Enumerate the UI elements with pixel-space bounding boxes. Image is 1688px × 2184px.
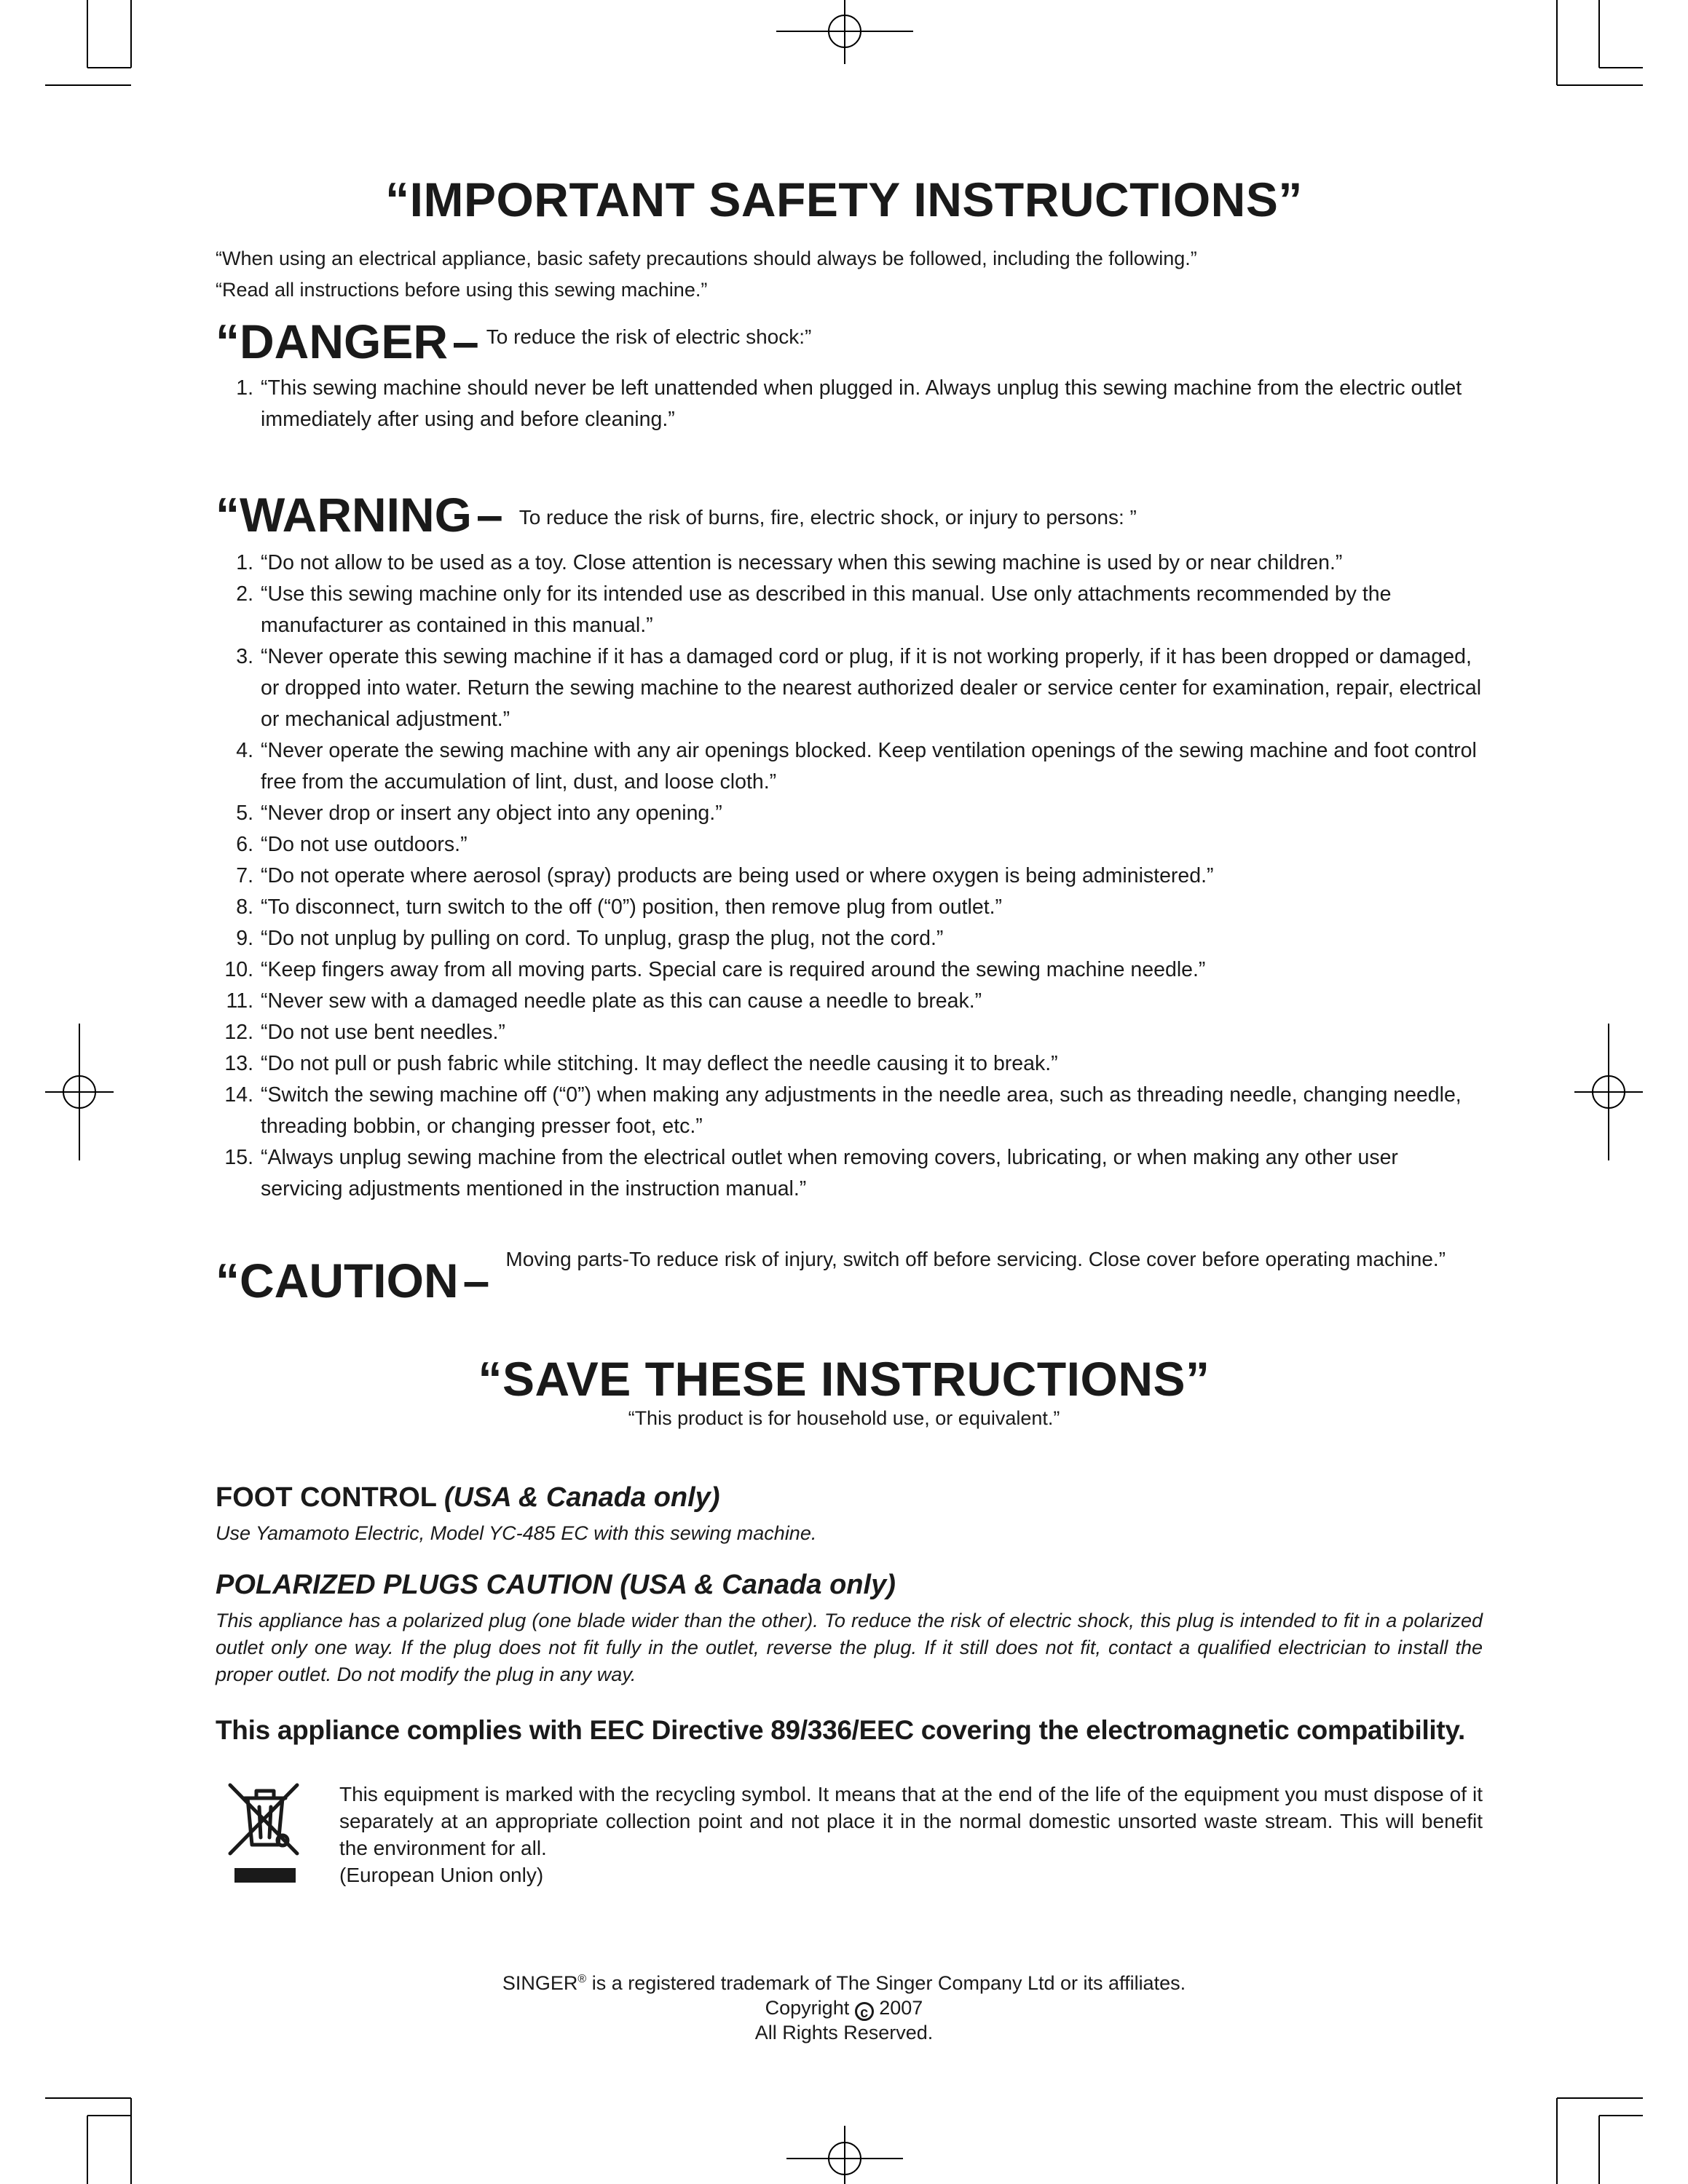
danger-list — [216, 373, 1483, 435]
list-item — [216, 1142, 1483, 1205]
crop-mark-top-right — [1557, 0, 1643, 85]
intro-line: “When using an electrical appliance, basic safety precautions should always be followed, including the following.” — [216, 248, 1197, 269]
danger-dash: – — [452, 314, 479, 368]
item-text: “Never drop or insert any object into any opening.” — [261, 802, 722, 825]
item-text: “Do not unplug by pulling on cord. To unplug, grasp the plug, not the cord.” — [261, 927, 944, 950]
item-number: 15. — [224, 1146, 253, 1169]
list-item — [216, 860, 1483, 892]
foot-control-region: (USA & Canada only) — [443, 1482, 720, 1513]
item-text: “This sewing machine should never be left unattended when plugged in. Always unplug this sewing machine from the electric outlet immediately after using and before cleaning.” — [261, 376, 1462, 431]
registration-mark-right — [1574, 1024, 1643, 1160]
item-text: “Always unplug sewing machine from the electrical outlet when removing covers, lubricating, or when making any other user servicing adjustments mentioned in the instruction manual.” — [261, 1146, 1398, 1200]
warning-heading — [216, 488, 1137, 542]
item-text: “Keep fingers away from all moving parts. Special care is required around the sewing machine needle.” — [261, 958, 1206, 981]
caution-heading — [216, 1246, 1483, 1305]
trademark-brand: SINGER — [502, 1972, 578, 1994]
item-text: “Do not use outdoors.” — [261, 833, 468, 856]
save-subtitle: “This product is for household use, or equivalent.” — [628, 1407, 1060, 1429]
item-number: 2. — [236, 582, 253, 606]
warning-label: “WARNING — [216, 488, 472, 542]
item-number: 11. — [226, 989, 253, 1013]
page-title: “IMPORTANT SAFETY INSTRUCTIONS” — [385, 173, 1303, 226]
crop-mark-bottom-right — [1557, 2098, 1643, 2184]
item-number: 10. — [224, 958, 253, 981]
warning-list — [216, 547, 1483, 1205]
item-number: 5. — [236, 802, 253, 825]
item-number: 1. — [236, 376, 253, 400]
polarized-text: This appliance has a polarized plug (one blade wider than the other). To reduce the risk of electric shock, this plug is intended to fit in a polarized outlet only one way. If the plug does not fit fully in the outlet, reverse the plug. If it still does not fit, contact a qualified electrician to install the proper outlet. Do not modify the plug in any way. — [216, 1610, 1483, 1685]
item-text: “Never operate this sewing machine if it has a damaged cord or plug, if it is not working properly, if it has been dropped or damaged, or dropped into water. Return the sewing machine to the nearest authorized dealer or service center for examination, repair, electrical or mechanical adjustment.” — [261, 645, 1482, 731]
list-item — [216, 547, 1483, 579]
item-number: 9. — [236, 927, 253, 950]
item-number: 8. — [236, 895, 253, 919]
item-text: “To disconnect, turn switch to the off (“0”) position, then remove plug from outlet.” — [261, 895, 1003, 919]
recycling-text: This equipment is marked with the recycling symbol. It means that at the end of the life of the equipment you must dispose of it separately at an appropriate collection point and not place it in the normal domestic unsorted waste stream. This will benefit the environment for all. — [339, 1783, 1483, 1859]
registration-mark-bottom — [786, 2126, 903, 2184]
registration-mark-left — [45, 1024, 114, 1160]
copyright-icon: c — [855, 2002, 874, 2021]
item-text: “Never sew with a damaged needle plate as this can cause a needle to break.” — [261, 989, 982, 1013]
copyright-year: 2007 — [879, 1997, 923, 2019]
trademark-line — [0, 1967, 1688, 1995]
item-number: 4. — [236, 739, 253, 762]
caution-dash: – — [462, 1254, 490, 1307]
item-text: “Never operate the sewing machine with any air openings blocked. Keep ventilation openings of the sewing machine and foot control free from the accumulation of lint, dust, and loose cloth.” — [261, 739, 1477, 794]
copyright-label: Copyright — [765, 1997, 850, 2019]
list-item — [216, 892, 1483, 923]
item-text: “Use this sewing machine only for its intended use as described in this manual. Use only attachments recommended by the manufacturer as contained in this manual.” — [261, 582, 1392, 637]
list-item — [216, 735, 1483, 798]
caution-text: Moving parts-To reduce risk of injury, switch off before servicing. Close cover before operating machine.” — [505, 1248, 1446, 1270]
item-number: 13. — [224, 1052, 253, 1075]
foot-control-heading — [216, 1482, 719, 1514]
foot-control-title: FOOT CONTROL — [216, 1482, 437, 1513]
danger-subtitle: To reduce the risk of electric shock:” — [486, 325, 812, 348]
item-text: “Do not allow to be used as a toy. Close attention is necessary when this sewing machine is used by or near children.” — [261, 551, 1343, 574]
list-item — [216, 798, 1483, 829]
recycling-note: (European Union only) — [339, 1864, 544, 1886]
trademark-text: is a registered trademark of The Singer Company Ltd or its affiliates. — [586, 1972, 1186, 1994]
danger-heading — [216, 314, 812, 368]
crop-mark-bottom-left — [45, 2098, 131, 2184]
list-item — [216, 986, 1483, 1017]
item-number: 7. — [236, 864, 253, 887]
item-number: 14. — [224, 1083, 253, 1107]
item-number: 3. — [236, 645, 253, 668]
rights-reserved: All Rights Reserved. — [754, 2022, 934, 2043]
danger-label: “DANGER — [216, 314, 449, 368]
list-item — [216, 579, 1483, 641]
list-item — [216, 1048, 1483, 1080]
item-number: 6. — [236, 833, 253, 856]
polarized-heading: POLARIZED PLUGS CAUTION (USA & Canada only) — [216, 1570, 896, 1600]
warning-dash: – — [476, 488, 503, 542]
item-number: 1. — [236, 551, 253, 574]
eec-statement: This appliance complies with EEC Directive 89/336/EEC covering the electromagnetic compatibility. — [216, 1715, 1465, 1745]
item-text: “Do not use bent needles.” — [261, 1021, 505, 1044]
crop-mark-top-left — [45, 0, 131, 85]
list-item — [216, 923, 1483, 954]
item-text: “Do not operate where aerosol (spray) products are being used or where oxygen is being administered.” — [261, 864, 1214, 887]
list-item — [216, 1080, 1483, 1142]
list-item — [216, 829, 1483, 860]
save-title: “SAVE THESE INSTRUCTIONS” — [478, 1352, 1210, 1406]
item-text: “Switch the sewing machine off (“0”) when making any adjustments in the needle area, such as threading needle, changing needle, threading bobbin, or changing presser foot, etc.” — [261, 1083, 1462, 1138]
warning-subtitle: To reduce the risk of burns, fire, electric shock, or injury to persons: ” — [518, 506, 1137, 529]
intro — [216, 243, 1197, 306]
list-item — [216, 954, 1483, 986]
intro-line: “Read all instructions before using this sewing machine.” — [216, 279, 708, 301]
item-number: 12. — [224, 1021, 253, 1044]
caution-label: “CAUTION — [216, 1254, 459, 1307]
item-text: “Do not pull or push fabric while stitching. It may deflect the needle causing it to break.” — [261, 1052, 1058, 1075]
registered-mark: ® — [577, 1973, 587, 1985]
copyright-line — [0, 1996, 1688, 2021]
list-item — [216, 641, 1483, 735]
weee-recycling-icon — [227, 1778, 303, 1888]
list-item — [216, 1017, 1483, 1048]
list-item — [216, 373, 1483, 435]
foot-control-text: Use Yamamoto Electric, Model YC-485 EC with this sewing machine. — [216, 1522, 817, 1544]
registration-mark-top — [776, 0, 913, 64]
